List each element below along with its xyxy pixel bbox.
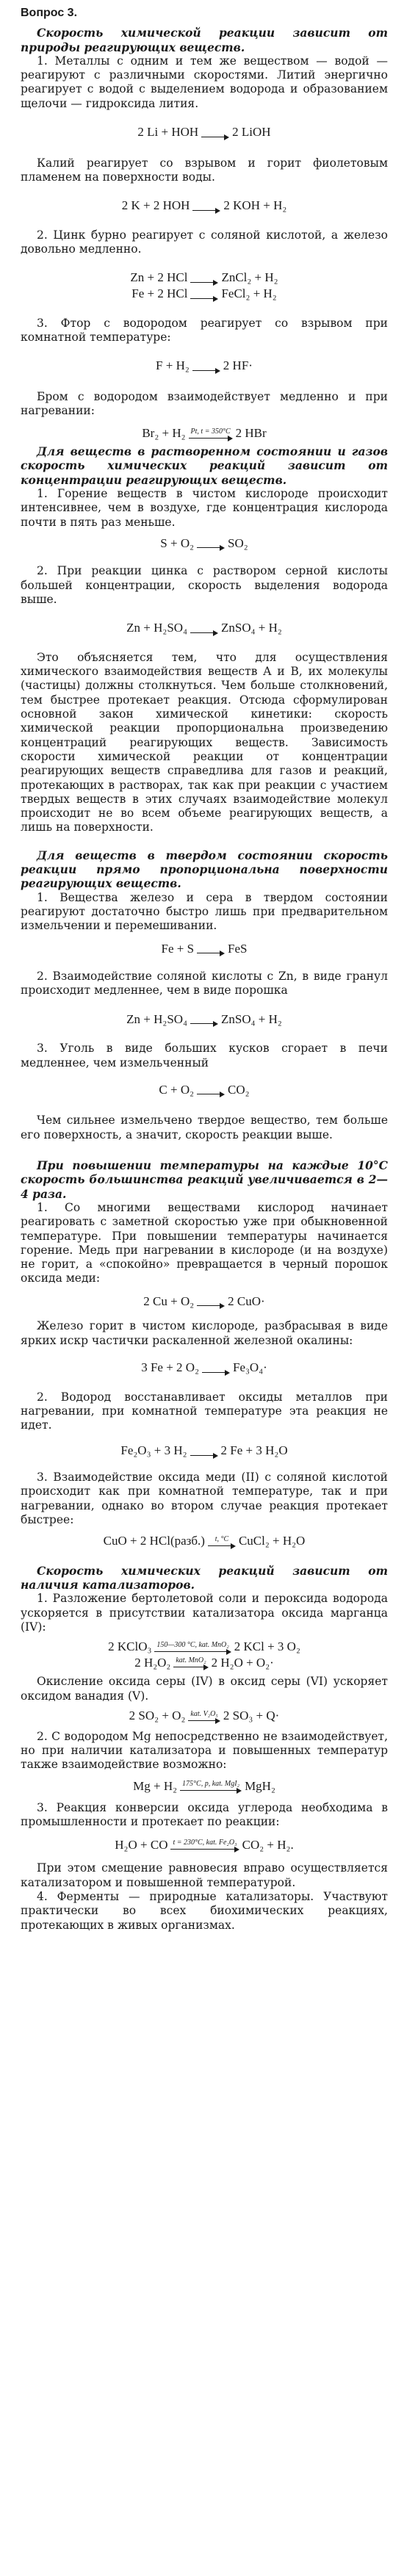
eq-left: C + O₂ [159,1082,195,1097]
reaction-arrow [173,1656,208,1670]
equation-lithium-water [21,124,388,140]
reaction-arrow [180,1780,242,1794]
eq-left: 2 KClO₃ [108,1639,152,1654]
eq-left: 2 Cu + O₂ [143,1294,195,1308]
eq-right: 2 SO₃ + Q· [223,1709,280,1723]
paragraph: Это объясняется тем, что для осуществления химического взаимодействия веществ A и B, их молекулы (частицы) должны столкнуться. Чем больше столкновений, тем быстрее протекает реакция. Отсюда сформулирован основной закон химической кинетики: скорость химической реакции пропорциональна произведению концентраций реагирующих веществ. Зависимость скорости химической реакции от концентрации реагирующих веществ справедлива для газов и реакций, протекающих в растворах, так как при реакции с участием твердых веществ в этих случаях взаимодействие молекул происходит не во всем объеме реагирующих веществ, а лишь на поверхности. [21,650,388,834]
paragraph: 4. Ферменты — природные катализаторы. Участвуют практически во всех биохимических реакциях, протекающих в живых организмах. [21,1889,388,1932]
paragraph: 2. Взаимодействие соляной кислоты с Zn, в виде гранул происходит медленнее, чем в виде порошка [21,970,388,997]
eq-right: SO₂ [228,535,248,550]
eq-left: Zn + H₂SO₄ [126,621,187,635]
section-temperature [21,1158,388,1549]
eq-right: ZnCl₂ + H₂ [221,270,278,285]
eq-right: 2 KOH + H₂ [223,198,287,213]
eq-right: CO₂ + H₂. [242,1837,294,1852]
paragraph: При этом смещение равновесия вправо осуществляется катализатором и повышенной температурой. [21,1861,388,1889]
reaction-arrow [202,1362,230,1376]
equation-zinc-sulfuric [21,620,388,636]
section-catalysts [21,1564,388,1933]
equation-fluorine-hydrogen [21,358,388,374]
equation-zinc-hcl [21,270,388,286]
reaction-arrow [201,126,229,140]
section-nature [21,26,388,441]
eq-left: CuO + 2 HCl(разб.) [103,1534,205,1548]
paragraph: Чем сильнее измельчено твердое вещество, тем больше его поверхность, а значит, скорость реакции выше. [21,1114,388,1141]
reaction-arrow [189,427,233,441]
paragraph: 1. Металлы с одним и тем же веществом — водой — реагируют с различными скоростями. Литий энергично реагирует с водой с выделением водорода и образованием щелочи — гидроксида лития. [21,54,388,110]
eq-right: ZnSO₄ + H₂ [221,1011,282,1026]
equation-potassium-water [21,198,388,214]
eq-left: 2 K + 2 HOH [121,198,190,213]
eq-left: Fe + S [161,941,195,956]
eq-right: MgH₂ [245,1778,275,1793]
reaction-arrow [154,1641,231,1655]
eq-left: Zn + 2 HCl [130,270,188,285]
equation-iron-hcl [21,286,388,302]
paragraph: 1. Со многими веществами кислород начинает реагировать с заметной скоростью уже при обыкновенной температуре. При повышении температуры начинается горение. Медь при нагревании в кислороде (и на воздухе) не горит, а «спокойно» превращается в черный порошок оксида меди: [21,1200,388,1285]
equation-potassium-chlorate [21,1639,388,1655]
eq-left: Fe + 2 HCl [131,286,188,301]
section-heading: Скорость химической реакции зависит от природы реагирующих веществ. [21,26,388,54]
paragraph: 3. Фтор с водородом реагирует со взрывом при комнатной температуре: [21,316,388,344]
eq-left: H₂O + CO [115,1837,168,1852]
equation-copper-oxide-hcl [21,1533,388,1549]
reaction-arrow [197,1295,225,1309]
reaction-arrow [192,200,220,214]
equation-sulfur-dioxide [21,1708,388,1724]
paragraph: 2. Цинк бурно реагирует с соляной кислотой, а железо довольно медленно. [21,228,388,256]
paragraph: 2. При реакции цинка с раствором серной кислоты большей концентрации, скорость выделения водорода выше. [21,564,388,606]
paragraph: 3. Уголь в виде больших кусков сгорает в печи медленнее, чем измельченный [21,1042,388,1069]
reaction-arrow [197,1083,225,1097]
reaction-arrow [188,1710,220,1724]
reaction-arrow [190,1013,218,1027]
section-concentration [21,444,388,835]
equation-iron-sulfur [21,941,388,957]
paragraph: 1. Вещества железо и сера в твердом состоянии реагируют достаточно быстро лишь при предварительном измельчении и перемешивании. [21,890,388,933]
equation-carbon-monoxide-conversion [21,1837,388,1853]
paragraph: Окисление оксида серы (IV) в оксид серы (VI) ускоряет оксидом ванадия (V). [21,1675,388,1703]
eq-right: 2 CuO· [228,1294,265,1308]
eq-left: Mg + H₂ [133,1778,178,1793]
eq-right: FeS [228,941,248,956]
eq-right: 2 H₂O + O₂· [211,1655,274,1670]
reaction-conditions: Pt, t = 350°C [190,427,231,436]
eq-right: CO₂ [228,1082,250,1097]
reaction-arrow [208,1535,236,1549]
eq-left: 2 H₂O₂ [134,1655,171,1670]
equation-hydrogen-peroxide [21,1655,388,1671]
equation-magnesium-hydrogen [21,1778,388,1794]
eq-right: CuCl₂ + H₂O [238,1534,306,1548]
equation-sulfur-oxygen [21,535,388,552]
equation-iron-oxide-hydrogen [21,1443,388,1459]
reaction-arrow [190,622,218,636]
section-heading: Для веществ в твердом состоянии скорость реакции прямо пропорциональна поверхности реагирующих веществ. [21,848,388,891]
paragraph: Бром с водородом взаимодействует медленно и при нагревании: [21,389,388,418]
paragraph: Калий реагирует со взрывом и горит фиолетовым пламенем на поверхности воды. [21,156,388,184]
reaction-arrow [170,1839,239,1852]
equation-zinc-acid-granules [21,1011,388,1028]
paragraph: Железо горит в чистом кислороде, разбрасывая в виде ярких искр частички раскаленной железной окалины: [21,1319,388,1347]
equation-copper-oxygen [21,1294,388,1310]
paragraph: 3. Реакция конверсии оксида углерода необходима в промышленности и протекает по реакции: [21,1801,388,1829]
reaction-conditions: 150—300 °С, kat. MnO₂ [156,1640,229,1649]
eq-right: 2 HF· [223,358,253,373]
eq-left: Br₂ + H₂ [142,426,186,441]
paragraph: 3. Взаимодействие оксида меди (II) с соляной кислотой происходит как при комнатной температуре, так и при нагревании, однако во втором случае реакция протекает быстрее: [21,1471,388,1526]
eq-right: FeCl₂ + H₂ [221,286,277,301]
eq-right: 2 LiOH [232,125,271,140]
eq-left: Fe₂O₃ + 3 H₂ [120,1443,187,1458]
paragraph: 2. С водородом Mg непосредственно не взаимодействует, но при наличии катализатора и повышенных температур также взаимодействие возможно: [21,1729,388,1772]
section-heading: При повышении температуры на каждые 10°С скорость большинства реакций увеличивается в 2—4 раза. [21,1158,388,1201]
reaction-conditions: kat. MnO₂ [176,1656,206,1665]
reaction-arrow [190,272,218,286]
section-heading: Скорость химических реакций зависит от наличия катализаторов. [21,1563,388,1592]
paragraph: 1. Горение веществ в чистом кислороде происходит интенсивнее, чем в воздухе, где концентрация кислорода почти в пять раз меньше. [21,486,388,529]
eq-left: Zn + H₂SO₄ [126,1011,187,1026]
equation-carbon-oxygen [21,1082,388,1098]
eq-right: ZnSO₄ + H₂ [221,621,282,635]
question-title: Вопрос 3. [21,7,78,19]
eq-left: 2 Li + HOH [137,125,199,140]
paragraph: 2. Водород восстанавливает оксиды металлов при нагревании, при комнатной температуре эта реакция не идет. [21,1390,388,1432]
reaction-conditions: t, °C [214,1534,229,1543]
eq-left: 2 SO₂ + O₂ [129,1709,186,1723]
section-surface [21,848,388,1142]
eq-right: 2 KCl + 3 O₂ [234,1639,300,1654]
reaction-arrow [197,537,225,551]
equation-iron-oxygen [21,1360,388,1376]
reaction-conditions: 175°C, p, kat. MgI₂ [182,1780,240,1789]
equation-bromine-hydrogen [21,425,388,441]
section-heading: Для веществ в растворенном состоянии и газов скорость химических реакций зависит от концентрации реагирующих веществ. [21,444,388,487]
reaction-conditions: kat. V₂O₅ [190,1709,218,1718]
paragraph: 1. Разложение бертолетовой соли и пероксида водорода ускоряется в присутствии катализатора оксида марганца (IV): [21,1592,388,1634]
reaction-arrow [197,942,225,956]
eq-left: S + O₂ [160,535,195,550]
reaction-arrow [190,1445,218,1459]
reaction-arrow [190,288,218,302]
reaction-conditions: t = 230°C, kat. Fe₂O₃ [173,1839,237,1847]
eq-right: Fe₃O₄· [233,1360,267,1374]
eq-right: 2 Fe + 3 H₂O [220,1443,288,1458]
eq-right: 2 HBr [235,426,267,441]
reaction-arrow [192,360,220,374]
eq-left: 3 Fe + 2 O₂ [141,1360,199,1374]
eq-left: F + H₂ [156,358,190,373]
